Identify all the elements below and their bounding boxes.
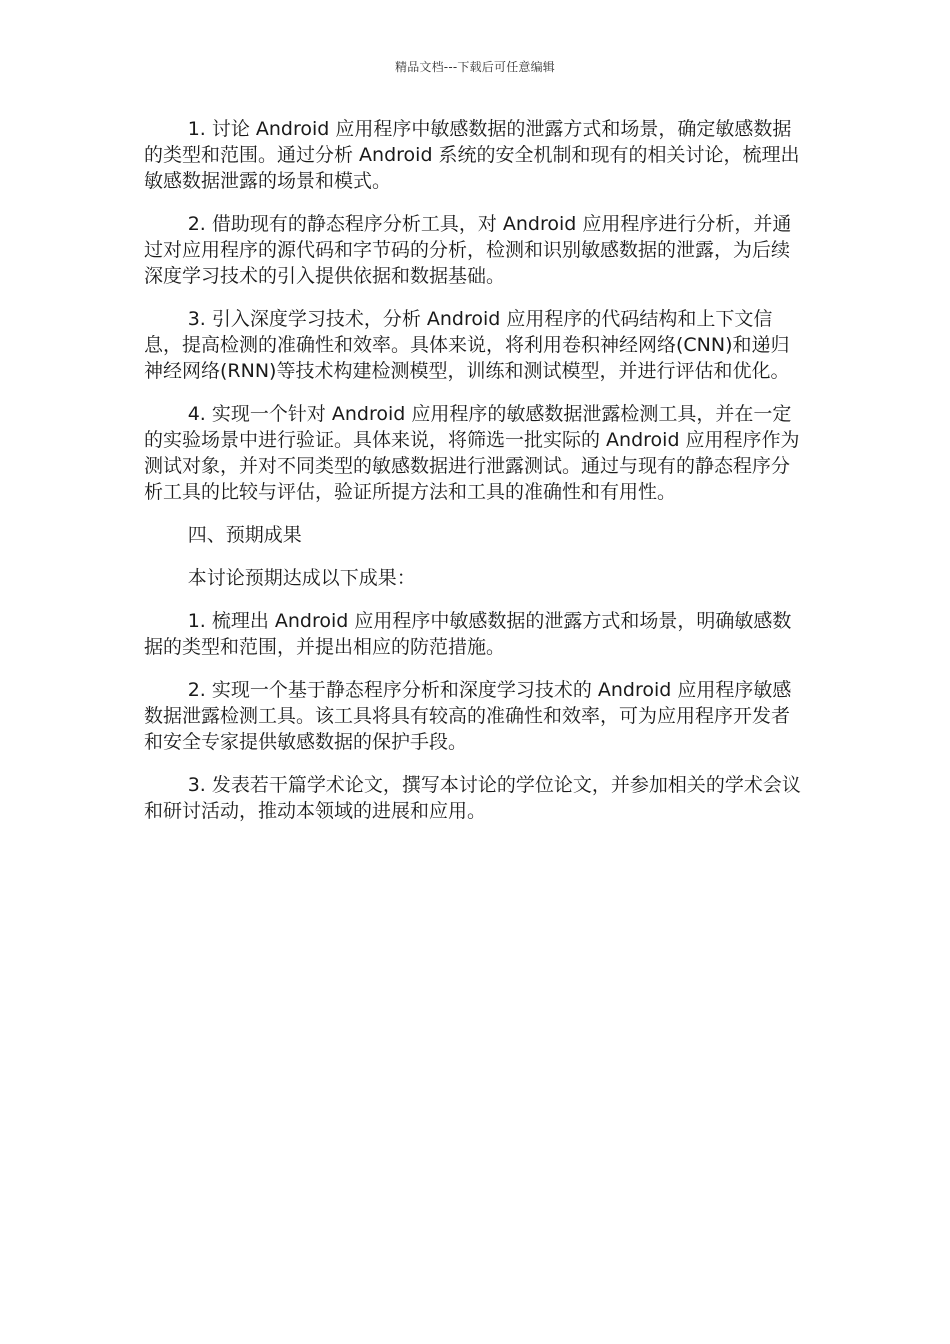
section-heading: 四、预期成果	[187, 524, 302, 546]
paragraph-goal-4: 4. 实现一个针对 Android 应用程序的敏感数据泄露检测工具，并在一定的实验场景中进行验证。具体来说，将筛选一批实际的 Android 应用程序作为测试对象，并对不同类型的敏感数据进行泄露测试。通过与现有的静态程序分析工具的比较与评估，验证所提方法和工具的准确性和有用性。	[144, 403, 800, 503]
paragraph-result-3: 3. 发表若干篇学术论文，撰写本讨论的学位论文，并参加相关的学术会议和研讨活动，推动本领域的进展和应用。	[144, 774, 801, 822]
paragraph-goal-1: 1. 讨论 Android 应用程序中敏感数据的泄露方式和场景，确定敏感数据的类型和范围。通过分析 Android 系统的安全机制和现有的相关讨论，梳理出敏感数据泄露的场景和模式。	[144, 118, 800, 192]
section-intro: 本讨论预期达成以下成果：	[187, 567, 416, 589]
page-header: 精品文档---下载后可任意编辑	[395, 60, 555, 74]
paragraph-result-2: 2. 实现一个基于静态程序分析和深度学习技术的 Android 应用程序敏感数据泄露检测工具。该工具将具有较高的准确性和效率，可为应用程序开发者和安全专家提供敏感数据的保护手段。	[144, 679, 792, 753]
paragraph-goal-2: 2. 借助现有的静态程序分析工具，对 Android 应用程序进行分析，并通过对应用程序的源代码和字节码的分析，检测和识别敏感数据的泄露，为后续深度学习技术的引入提供依据和数据基础。	[144, 213, 792, 287]
document-body	[144, 116, 806, 841]
paragraph-goal-3: 3. 引入深度学习技术，分析 Android 应用程序的代码结构和上下文信息，提高检测的准确性和效率。具体来说，将利用卷积神经网络(CNN)和递归神经网络(RNN)等技术构建检测模型，训练和测试模型，并进行评估和优化。	[144, 308, 790, 382]
paragraph-result-1: 1. 梳理出 Android 应用程序中敏感数据的泄露方式和场景，明确敏感数据的类型和范围，并提出相应的防范措施。	[144, 610, 792, 658]
